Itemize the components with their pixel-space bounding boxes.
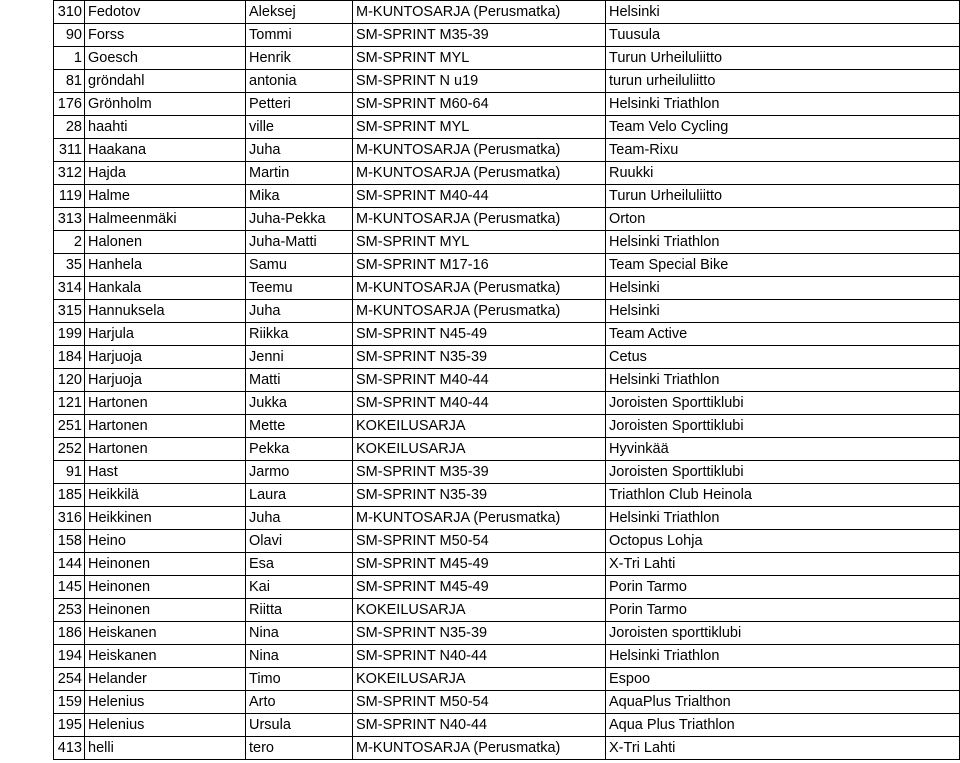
series-cell: M-KUNTOSARJA (Perusmatka) bbox=[353, 300, 606, 323]
table-row bbox=[54, 737, 960, 760]
club-cell: Hyvinkää bbox=[606, 438, 960, 461]
table-row bbox=[54, 185, 960, 208]
club-cell: Helsinki bbox=[606, 300, 960, 323]
participant-table bbox=[53, 0, 960, 760]
last-name-cell: Heiskanen bbox=[85, 645, 246, 668]
last-name-cell: Heinonen bbox=[85, 599, 246, 622]
last-name-cell: Heikkinen bbox=[85, 507, 246, 530]
series-cell: SM-SPRINT M35-39 bbox=[353, 461, 606, 484]
first-name-cell: Riitta bbox=[246, 599, 353, 622]
last-name-cell: Fedotov bbox=[85, 1, 246, 24]
last-name-cell: Helenius bbox=[85, 691, 246, 714]
bib-number-cell: 158 bbox=[54, 530, 85, 553]
table-row bbox=[54, 553, 960, 576]
series-cell: SM-SPRINT M40-44 bbox=[353, 392, 606, 415]
first-name-cell: Aleksej bbox=[246, 1, 353, 24]
first-name-cell: Matti bbox=[246, 369, 353, 392]
club-cell: X-Tri Lahti bbox=[606, 553, 960, 576]
series-cell: M-KUNTOSARJA (Perusmatka) bbox=[353, 507, 606, 530]
first-name-cell: Juha-Matti bbox=[246, 231, 353, 254]
last-name-cell: Heinonen bbox=[85, 553, 246, 576]
first-name-cell: Samu bbox=[246, 254, 353, 277]
series-cell: KOKEILUSARJA bbox=[353, 599, 606, 622]
club-cell: Joroisten sporttiklubi bbox=[606, 622, 960, 645]
bib-number-cell: 81 bbox=[54, 70, 85, 93]
first-name-cell: tero bbox=[246, 737, 353, 760]
table-row bbox=[54, 70, 960, 93]
series-cell: SM-SPRINT N35-39 bbox=[353, 346, 606, 369]
club-cell: Espoo bbox=[606, 668, 960, 691]
table-row bbox=[54, 346, 960, 369]
first-name-cell: Esa bbox=[246, 553, 353, 576]
first-name-cell: Juha-Pekka bbox=[246, 208, 353, 231]
series-cell: SM-SPRINT M50-54 bbox=[353, 530, 606, 553]
club-cell: Helsinki Triathlon bbox=[606, 645, 960, 668]
club-cell: Helsinki Triathlon bbox=[606, 507, 960, 530]
bib-number-cell: 316 bbox=[54, 507, 85, 530]
last-name-cell: Helander bbox=[85, 668, 246, 691]
first-name-cell: Tommi bbox=[246, 24, 353, 47]
series-cell: SM-SPRINT MYL bbox=[353, 47, 606, 70]
table-row bbox=[54, 323, 960, 346]
bib-number-cell: 176 bbox=[54, 93, 85, 116]
table-row bbox=[54, 300, 960, 323]
first-name-cell: Olavi bbox=[246, 530, 353, 553]
bib-number-cell: 1 bbox=[54, 47, 85, 70]
series-cell: SM-SPRINT M60-64 bbox=[353, 93, 606, 116]
table-row bbox=[54, 461, 960, 484]
last-name-cell: Harjuoja bbox=[85, 369, 246, 392]
last-name-cell: Haakana bbox=[85, 139, 246, 162]
series-cell: SM-SPRINT M17-16 bbox=[353, 254, 606, 277]
club-cell: Joroisten Sporttiklubi bbox=[606, 415, 960, 438]
last-name-cell: Goesch bbox=[85, 47, 246, 70]
series-cell: SM-SPRINT N u19 bbox=[353, 70, 606, 93]
last-name-cell: Forss bbox=[85, 24, 246, 47]
club-cell: Team Active bbox=[606, 323, 960, 346]
series-cell: SM-SPRINT N35-39 bbox=[353, 622, 606, 645]
bib-number-cell: 313 bbox=[54, 208, 85, 231]
club-cell: AquaPlus Trialthon bbox=[606, 691, 960, 714]
club-cell: Ruukki bbox=[606, 162, 960, 185]
first-name-cell: antonia bbox=[246, 70, 353, 93]
first-name-cell: Jarmo bbox=[246, 461, 353, 484]
first-name-cell: Mette bbox=[246, 415, 353, 438]
first-name-cell: Juha bbox=[246, 300, 353, 323]
first-name-cell: Teemu bbox=[246, 277, 353, 300]
bib-number-cell: 120 bbox=[54, 369, 85, 392]
last-name-cell: Harjuoja bbox=[85, 346, 246, 369]
series-cell: SM-SPRINT N40-44 bbox=[353, 714, 606, 737]
table-row bbox=[54, 369, 960, 392]
bib-number-cell: 91 bbox=[54, 461, 85, 484]
series-cell: SM-SPRINT N35-39 bbox=[353, 484, 606, 507]
first-name-cell: Riikka bbox=[246, 323, 353, 346]
series-cell: M-KUNTOSARJA (Perusmatka) bbox=[353, 208, 606, 231]
table-row bbox=[54, 645, 960, 668]
bib-number-cell: 185 bbox=[54, 484, 85, 507]
bib-number-cell: 310 bbox=[54, 1, 85, 24]
last-name-cell: Hajda bbox=[85, 162, 246, 185]
club-cell: Helsinki bbox=[606, 277, 960, 300]
first-name-cell: Timo bbox=[246, 668, 353, 691]
series-cell: M-KUNTOSARJA (Perusmatka) bbox=[353, 737, 606, 760]
series-cell: SM-SPRINT M35-39 bbox=[353, 24, 606, 47]
bib-number-cell: 252 bbox=[54, 438, 85, 461]
bib-number-cell: 413 bbox=[54, 737, 85, 760]
club-cell: Joroisten Sporttiklubi bbox=[606, 461, 960, 484]
club-cell: Team Special Bike bbox=[606, 254, 960, 277]
table-row bbox=[54, 576, 960, 599]
series-cell: SM-SPRINT M50-54 bbox=[353, 691, 606, 714]
last-name-cell: Heinonen bbox=[85, 576, 246, 599]
first-name-cell: Kai bbox=[246, 576, 353, 599]
table-row bbox=[54, 599, 960, 622]
series-cell: SM-SPRINT N40-44 bbox=[353, 645, 606, 668]
bib-number-cell: 194 bbox=[54, 645, 85, 668]
first-name-cell: Mika bbox=[246, 185, 353, 208]
table-row bbox=[54, 277, 960, 300]
bib-number-cell: 90 bbox=[54, 24, 85, 47]
last-name-cell: Hartonen bbox=[85, 415, 246, 438]
club-cell: Team-Rixu bbox=[606, 139, 960, 162]
last-name-cell: Heikkilä bbox=[85, 484, 246, 507]
series-cell: KOKEILUSARJA bbox=[353, 438, 606, 461]
table-row bbox=[54, 507, 960, 530]
last-name-cell: helli bbox=[85, 737, 246, 760]
club-cell: Porin Tarmo bbox=[606, 576, 960, 599]
club-cell: Turun Urheiluliitto bbox=[606, 47, 960, 70]
table-row bbox=[54, 47, 960, 70]
first-name-cell: Jenni bbox=[246, 346, 353, 369]
last-name-cell: Hannuksela bbox=[85, 300, 246, 323]
table-row bbox=[54, 1, 960, 24]
series-cell: M-KUNTOSARJA (Perusmatka) bbox=[353, 277, 606, 300]
last-name-cell: Hartonen bbox=[85, 392, 246, 415]
first-name-cell: Henrik bbox=[246, 47, 353, 70]
table-row bbox=[54, 116, 960, 139]
bib-number-cell: 119 bbox=[54, 185, 85, 208]
table-row bbox=[54, 438, 960, 461]
bib-number-cell: 28 bbox=[54, 116, 85, 139]
club-cell: Porin Tarmo bbox=[606, 599, 960, 622]
bib-number-cell: 195 bbox=[54, 714, 85, 737]
first-name-cell: Jukka bbox=[246, 392, 353, 415]
table-row bbox=[54, 714, 960, 737]
series-cell: KOKEILUSARJA bbox=[353, 668, 606, 691]
first-name-cell: Arto bbox=[246, 691, 353, 714]
bib-number-cell: 35 bbox=[54, 254, 85, 277]
last-name-cell: Grönholm bbox=[85, 93, 246, 116]
club-cell: Team Velo Cycling bbox=[606, 116, 960, 139]
table-row bbox=[54, 24, 960, 47]
first-name-cell: Martin bbox=[246, 162, 353, 185]
series-cell: M-KUNTOSARJA (Perusmatka) bbox=[353, 1, 606, 24]
table-row bbox=[54, 622, 960, 645]
bib-number-cell: 2 bbox=[54, 231, 85, 254]
series-cell: SM-SPRINT MYL bbox=[353, 231, 606, 254]
club-cell: Helsinki bbox=[606, 1, 960, 24]
table-row bbox=[54, 162, 960, 185]
series-cell: SM-SPRINT M45-49 bbox=[353, 576, 606, 599]
club-cell: Turun Urheiluliitto bbox=[606, 185, 960, 208]
last-name-cell: Helenius bbox=[85, 714, 246, 737]
table-row bbox=[54, 139, 960, 162]
last-name-cell: Hast bbox=[85, 461, 246, 484]
series-cell: M-KUNTOSARJA (Perusmatka) bbox=[353, 162, 606, 185]
series-cell: SM-SPRINT M40-44 bbox=[353, 369, 606, 392]
table-row bbox=[54, 208, 960, 231]
bib-number-cell: 254 bbox=[54, 668, 85, 691]
first-name-cell: Nina bbox=[246, 622, 353, 645]
last-name-cell: gröndahl bbox=[85, 70, 246, 93]
series-cell: SM-SPRINT N45-49 bbox=[353, 323, 606, 346]
participant-table-body bbox=[54, 1, 960, 760]
first-name-cell: Petteri bbox=[246, 93, 353, 116]
last-name-cell: Harjula bbox=[85, 323, 246, 346]
bib-number-cell: 144 bbox=[54, 553, 85, 576]
table-row bbox=[54, 668, 960, 691]
series-cell: M-KUNTOSARJA (Perusmatka) bbox=[353, 139, 606, 162]
last-name-cell: Hankala bbox=[85, 277, 246, 300]
series-cell: KOKEILUSARJA bbox=[353, 415, 606, 438]
last-name-cell: Halme bbox=[85, 185, 246, 208]
last-name-cell: Heino bbox=[85, 530, 246, 553]
club-cell: Cetus bbox=[606, 346, 960, 369]
club-cell: Tuusula bbox=[606, 24, 960, 47]
bib-number-cell: 199 bbox=[54, 323, 85, 346]
first-name-cell: Juha bbox=[246, 507, 353, 530]
table-row bbox=[54, 530, 960, 553]
club-cell: Aqua Plus Triathlon bbox=[606, 714, 960, 737]
bib-number-cell: 315 bbox=[54, 300, 85, 323]
last-name-cell: haahti bbox=[85, 116, 246, 139]
club-cell: Joroisten Sporttiklubi bbox=[606, 392, 960, 415]
bib-number-cell: 312 bbox=[54, 162, 85, 185]
series-cell: SM-SPRINT M45-49 bbox=[353, 553, 606, 576]
last-name-cell: Hartonen bbox=[85, 438, 246, 461]
bib-number-cell: 251 bbox=[54, 415, 85, 438]
first-name-cell: Juha bbox=[246, 139, 353, 162]
bib-number-cell: 314 bbox=[54, 277, 85, 300]
last-name-cell: Halmeenmäki bbox=[85, 208, 246, 231]
last-name-cell: Halonen bbox=[85, 231, 246, 254]
club-cell: Orton bbox=[606, 208, 960, 231]
first-name-cell: Ursula bbox=[246, 714, 353, 737]
last-name-cell: Hanhela bbox=[85, 254, 246, 277]
table-row bbox=[54, 392, 960, 415]
table-row bbox=[54, 254, 960, 277]
table-row bbox=[54, 93, 960, 116]
series-cell: SM-SPRINT MYL bbox=[353, 116, 606, 139]
first-name-cell: ville bbox=[246, 116, 353, 139]
bib-number-cell: 145 bbox=[54, 576, 85, 599]
club-cell: Helsinki Triathlon bbox=[606, 93, 960, 116]
bib-number-cell: 121 bbox=[54, 392, 85, 415]
first-name-cell: Nina bbox=[246, 645, 353, 668]
club-cell: Triathlon Club Heinola bbox=[606, 484, 960, 507]
first-name-cell: Pekka bbox=[246, 438, 353, 461]
bib-number-cell: 186 bbox=[54, 622, 85, 645]
bib-number-cell: 253 bbox=[54, 599, 85, 622]
table-row bbox=[54, 691, 960, 714]
table-row bbox=[54, 231, 960, 254]
bib-number-cell: 184 bbox=[54, 346, 85, 369]
bib-number-cell: 311 bbox=[54, 139, 85, 162]
last-name-cell: Heiskanen bbox=[85, 622, 246, 645]
club-cell: Octopus Lohja bbox=[606, 530, 960, 553]
club-cell: Helsinki Triathlon bbox=[606, 369, 960, 392]
series-cell: SM-SPRINT M40-44 bbox=[353, 185, 606, 208]
club-cell: X-Tri Lahti bbox=[606, 737, 960, 760]
club-cell: turun urheiluliitto bbox=[606, 70, 960, 93]
club-cell: Helsinki Triathlon bbox=[606, 231, 960, 254]
bib-number-cell: 159 bbox=[54, 691, 85, 714]
table-row bbox=[54, 415, 960, 438]
table-row bbox=[54, 484, 960, 507]
first-name-cell: Laura bbox=[246, 484, 353, 507]
